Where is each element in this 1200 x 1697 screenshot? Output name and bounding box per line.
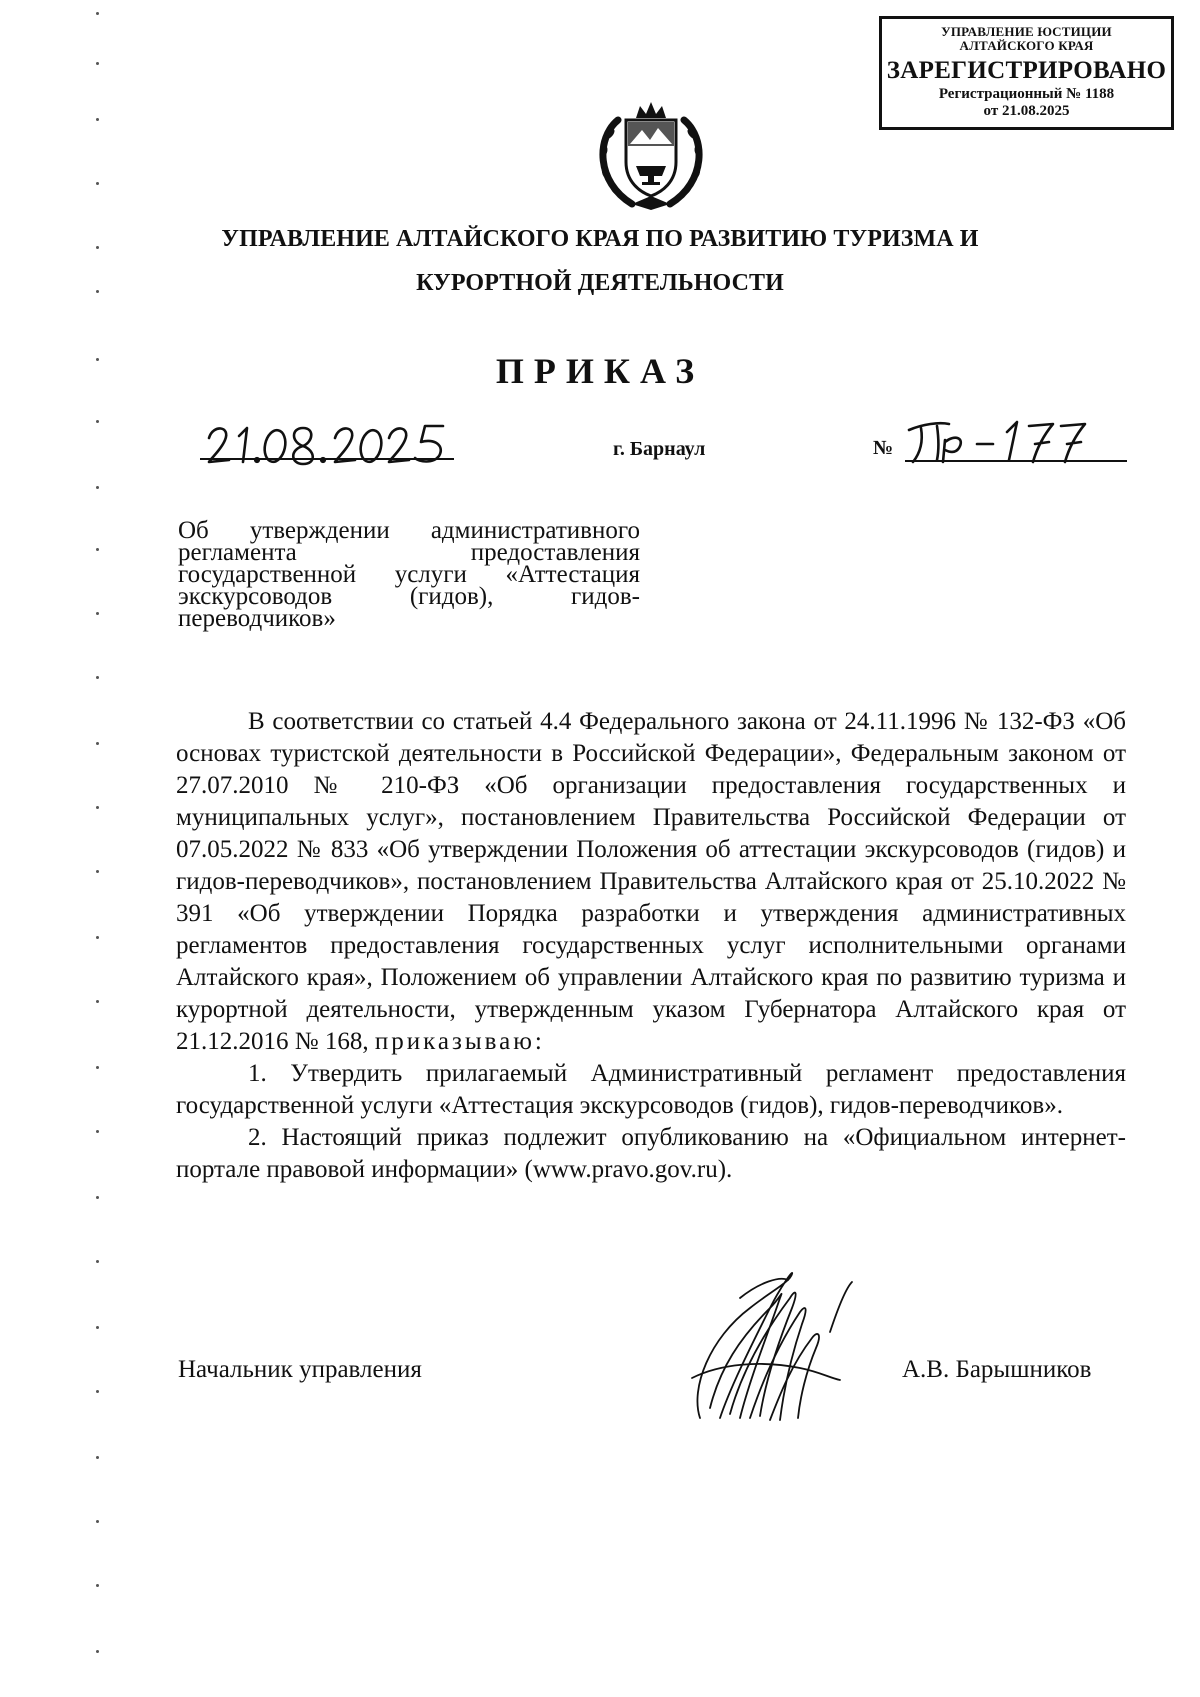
scan-margin-marks <box>96 0 106 1697</box>
stamp-org-line2: АЛТАЙСКОГО КРАЯ <box>959 38 1094 53</box>
document-body <box>176 706 1126 1186</box>
agency-name-line1: УПРАВЛЕНИЕ АЛТАЙСКОГО КРАЯ ПО РАЗВИТИЮ ТУРИЗМА И <box>221 226 979 252</box>
preamble-text: В соответствии со статьей 4.4 Федерального закона от 24.11.1996 № 132-ФЗ «Об основах туристской деятельности в Российской Федерации», Федеральным законом от 27.07.2010 № 210-ФЗ «Об организации предоставления государственных и муниципальных услуг», постановлением Правительства Российской Федерации от 07.05.2022 № 833 «Об утверждении Положения об аттестации экскурсоводов (гидов) и гидов-переводчиков», постановлением Правительства Алтайского края от 25.10.2022 № 391 «Об утверждении Порядка разработки и утверждения административных регламентов предоставления государственных услуг исполнительными органами Алтайского края», Положением об управлении Алтайского края по развитию туризма и курортной деятельности, утвержденным указом Губернатора Алтайского края от 21.12.2016 № 168, <box>176 708 1126 1055</box>
date-underline <box>200 458 454 460</box>
number-underline <box>905 460 1127 462</box>
handwritten-signature-icon <box>680 1268 860 1433</box>
agency-name-line2: КУРОРТНОЙ ДЕЯТЕЛЬНОСТИ <box>416 270 784 296</box>
stamp-reg-number: Регистрационный № 1188 <box>938 86 1115 102</box>
preamble-paragraph <box>176 706 1126 1058</box>
handwritten-number <box>903 416 1093 464</box>
order-word: приказываю: <box>374 1028 545 1055</box>
registration-stamp <box>879 16 1174 130</box>
order-item-2: 2. Настоящий приказ подлежит опубликованию на «Официальном интернет-портале правовой информации» (www.pravo.gov.ru). <box>176 1124 1126 1183</box>
signer-position: Начальник управления <box>178 1356 422 1383</box>
stamp-reg-date: от 21.08.2025 <box>983 103 1070 119</box>
city-label: г. Барнаул <box>613 438 706 460</box>
stamp-status: ЗАРЕГИСТРИРОВАНО <box>886 57 1167 84</box>
stamp-org-line1: УПРАВЛЕНИЕ ЮСТИЦИИ <box>941 24 1112 39</box>
number-sign: № <box>873 437 894 459</box>
order-item-1: 1. Утвердить прилагаемый Административный регламент предоставления государственной услуги «Аттестация экскурсоводов (гидов), гидов-переводчиков». <box>176 1060 1126 1119</box>
document-title: ПРИКАЗ <box>495 351 705 391</box>
altai-krai-coat-of-arms-icon <box>588 100 714 212</box>
signer-name: А.В. Барышников <box>902 1356 1092 1383</box>
document-subject: Об утверждении административного регламента предоставления государственной услуги «Аттестация экскурсоводов (гидов), гидов-переводчиков» <box>178 517 640 632</box>
